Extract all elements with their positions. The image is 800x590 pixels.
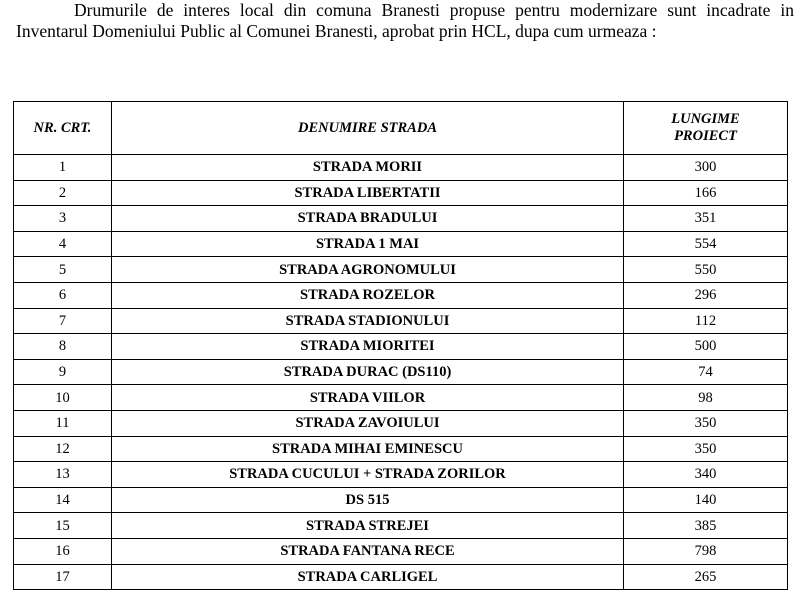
row-length: 300: [624, 155, 788, 181]
row-nr-crt: 2: [14, 180, 112, 206]
row-nr-crt: 4: [14, 231, 112, 257]
header-lungime-line1: LUNGIME: [671, 111, 740, 127]
table-row: [14, 282, 788, 308]
row-street-name: STRADA CUCULUI + STRADA ZORILOR: [112, 462, 624, 488]
row-street-name: DS 515: [112, 487, 624, 513]
row-nr-crt: 1: [14, 155, 112, 181]
table-row: [14, 462, 788, 488]
row-nr-crt: 15: [14, 513, 112, 539]
row-street-name: STRADA CARLIGEL: [112, 564, 624, 590]
row-length: 166: [624, 180, 788, 206]
row-nr-crt: 3: [14, 206, 112, 232]
table-body: [14, 155, 788, 590]
table-row: [14, 487, 788, 513]
table-row: [14, 334, 788, 360]
header-denumire-strada: DENUMIRE STRADA: [112, 102, 624, 155]
row-nr-crt: 17: [14, 564, 112, 590]
row-nr-crt: 8: [14, 334, 112, 360]
table-row: [14, 206, 788, 232]
row-nr-crt: 7: [14, 308, 112, 334]
header-lungime-proiect: [624, 102, 788, 155]
table-row: [14, 180, 788, 206]
row-nr-crt: 14: [14, 487, 112, 513]
row-length: 385: [624, 513, 788, 539]
table-row: [14, 436, 788, 462]
table-row: [14, 410, 788, 436]
row-length: 350: [624, 410, 788, 436]
table-row: [14, 385, 788, 411]
row-length: 500: [624, 334, 788, 360]
row-nr-crt: 12: [14, 436, 112, 462]
row-street-name: STRADA AGRONOMULUI: [112, 257, 624, 283]
row-street-name: STRADA FANTANA RECE: [112, 538, 624, 564]
header-nr-crt: NR. CRT.: [14, 102, 112, 155]
row-nr-crt: 10: [14, 385, 112, 411]
table-row: [14, 308, 788, 334]
row-street-name: STRADA MIHAI EMINESCU: [112, 436, 624, 462]
row-length: 350: [624, 436, 788, 462]
row-length: 74: [624, 359, 788, 385]
row-street-name: STRADA VIILOR: [112, 385, 624, 411]
intro-paragraph: Drumurile de interes local din comuna Branesti propuse pentru modernizare sunt incadrate in Inventarul Domeniului Public al Comunei Branesti, aprobat prin HCL, dupa cum urmeaza :: [16, 0, 794, 41]
table-row: [14, 359, 788, 385]
row-nr-crt: 13: [14, 462, 112, 488]
row-length: 340: [624, 462, 788, 488]
row-nr-crt: 6: [14, 282, 112, 308]
row-street-name: STRADA LIBERTATII: [112, 180, 624, 206]
header-lungime-line2: PROIECT: [674, 128, 737, 144]
row-street-name: STRADA DURAC (DS110): [112, 359, 624, 385]
row-nr-crt: 11: [14, 410, 112, 436]
row-street-name: STRADA STREJEI: [112, 513, 624, 539]
row-street-name: STRADA 1 MAI: [112, 231, 624, 257]
streets-table: [13, 101, 788, 590]
row-street-name: STRADA BRADULUI: [112, 206, 624, 232]
table-header-row: [14, 102, 788, 155]
row-street-name: STRADA STADIONULUI: [112, 308, 624, 334]
row-length: 98: [624, 385, 788, 411]
row-length: 798: [624, 538, 788, 564]
table-row: [14, 513, 788, 539]
row-length: 351: [624, 206, 788, 232]
row-length: 550: [624, 257, 788, 283]
table-row: [14, 538, 788, 564]
row-street-name: STRADA ZAVOIULUI: [112, 410, 624, 436]
row-length: 265: [624, 564, 788, 590]
table-row: [14, 155, 788, 181]
row-length: 112: [624, 308, 788, 334]
row-street-name: STRADA MORII: [112, 155, 624, 181]
row-nr-crt: 5: [14, 257, 112, 283]
row-nr-crt: 9: [14, 359, 112, 385]
row-length: 554: [624, 231, 788, 257]
row-length: 296: [624, 282, 788, 308]
row-street-name: STRADA MIORITEI: [112, 334, 624, 360]
row-nr-crt: 16: [14, 538, 112, 564]
table-row: [14, 257, 788, 283]
row-length: 140: [624, 487, 788, 513]
row-street-name: STRADA ROZELOR: [112, 282, 624, 308]
table-row: [14, 231, 788, 257]
